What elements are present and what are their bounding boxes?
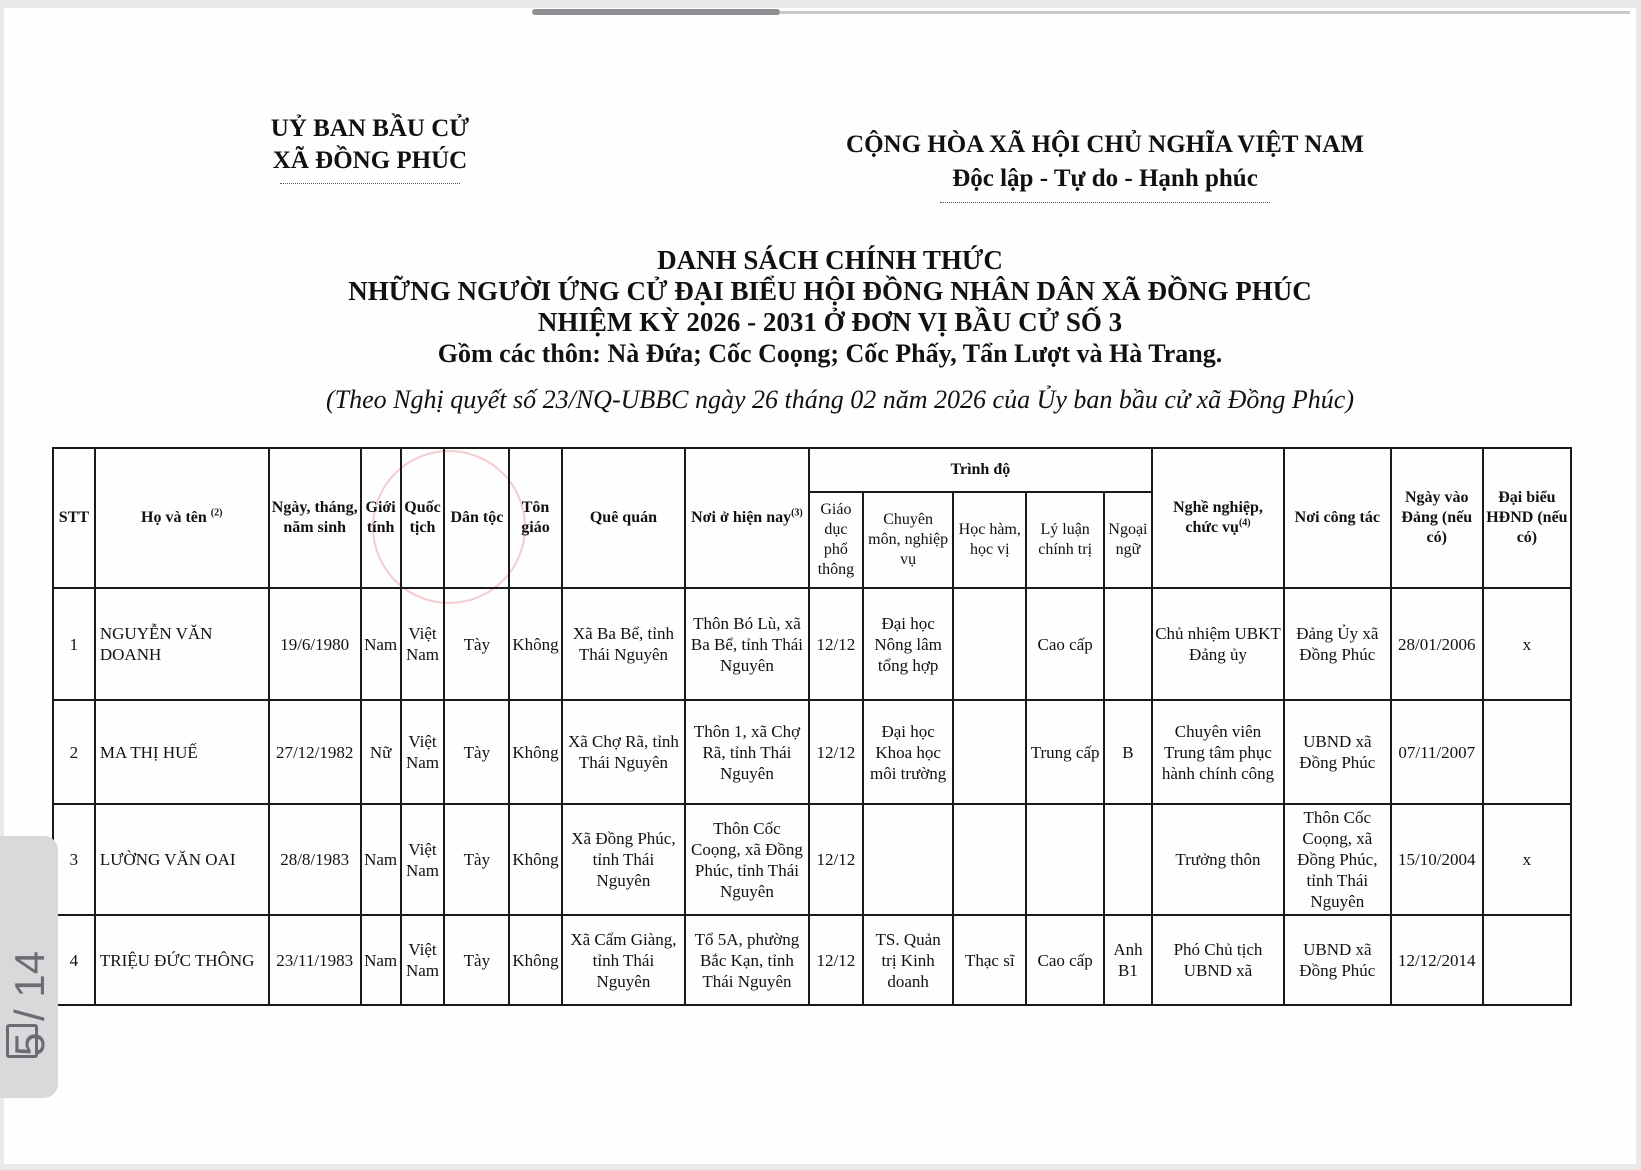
national-title: CỘNG HÒA XÃ HỘI CHỦ NGHĨA VIỆT NAM: [846, 131, 1364, 158]
cell-general-edu: 12/12: [809, 588, 863, 700]
cell-degree: Thạc sĩ: [953, 915, 1026, 1005]
cell-hometown: Xã Chợ Rã, tỉnh Thái Nguyên: [562, 700, 686, 804]
header-residence: [685, 448, 809, 588]
page-indicator[interactable]: [0, 836, 58, 1098]
header-party-date: Ngày vào Đảng (nếu có): [1391, 448, 1483, 588]
cell-nationality: Việt Nam: [401, 804, 445, 915]
header-general-edu: Giáo dục phổ thông: [809, 492, 863, 588]
cell-politics: Cao cấp: [1026, 588, 1103, 700]
cell-degree: [953, 804, 1026, 915]
page-top-edge: [780, 11, 1630, 14]
header-degree: Học hàm, học vị: [953, 492, 1026, 588]
cell-ethnicity: Tày: [444, 588, 509, 700]
cell-language: [1104, 804, 1152, 915]
cell-specialty: Đại học Khoa học môi trường: [863, 700, 953, 804]
cell-ethnicity: Tày: [444, 804, 509, 915]
cell-specialty: [863, 804, 953, 915]
cell-hometown: Xã Ba Bể, tỉnh Thái Nguyên: [562, 588, 686, 700]
national-motto: Độc lập - Tự do - Hạnh phúc: [952, 165, 1258, 192]
header-ethnicity: Dân tộc: [444, 448, 509, 588]
header-education-group: Trình độ: [809, 448, 1152, 492]
cell-degree: [953, 588, 1026, 700]
page-indicator-text: 5 / 14: [6, 950, 53, 1056]
cell-politics: [1026, 804, 1103, 915]
cell-gender: Nam: [361, 588, 401, 700]
header-specialty: Chuyên môn, nghiệp vụ: [863, 492, 953, 588]
table-row: [53, 804, 1571, 915]
cell-ethnicity: Tày: [444, 915, 509, 1005]
header-religion: Tôn giáo: [509, 448, 561, 588]
cell-language: Anh B1: [1104, 915, 1152, 1005]
cell-residence: Tổ 5A, phường Bắc Kạn, tỉnh Thái Nguyên: [685, 915, 809, 1005]
header-language: Ngoại ngữ: [1104, 492, 1152, 588]
cell-dob: 27/12/1982: [269, 700, 361, 804]
cell-residence: Thôn Cốc Coọng, xã Đồng Phúc, tỉnh Thái Nguyên: [685, 804, 809, 915]
cell-general-edu: 12/12: [809, 700, 863, 804]
header-dob: Ngày, tháng, năm sinh: [269, 448, 361, 588]
motto-underline: [940, 202, 1270, 203]
table-header-row: [53, 448, 1571, 492]
cell-party-date: 15/10/2004: [1391, 804, 1483, 915]
cell-occupation: Chủ nhiệm UBKT Đảng ủy: [1152, 588, 1284, 700]
header-stt: STT: [53, 448, 95, 588]
cell-language: [1104, 588, 1152, 700]
table-row: [53, 915, 1571, 1005]
candidate-table: [52, 447, 1572, 1006]
document-title: [300, 245, 1360, 369]
header-gender: Giới tính: [361, 448, 401, 588]
cell-gender: Nam: [361, 804, 401, 915]
cell-name: MA THỊ HUẾ: [95, 700, 269, 804]
cell-occupation: Chuyên viên Trung tâm phục hành chính công: [1152, 700, 1284, 804]
header-occupation-sup: (4): [1238, 517, 1251, 529]
cell-party-date: 28/01/2006: [1391, 588, 1483, 700]
cell-workplace: UBND xã Đồng Phúc: [1284, 700, 1391, 804]
cell-religion: Không: [509, 915, 561, 1005]
cell-general-edu: 12/12: [809, 915, 863, 1005]
cell-general-edu: 12/12: [809, 804, 863, 915]
title-line-2: NHỮNG NGƯỜI ỨNG CỬ ĐẠI BIỂU HỘI ĐỒNG NHÂN DÂN XÃ ĐỒNG PHÚC: [348, 276, 1312, 306]
cell-workplace: Đảng Ủy xã Đồng Phúc: [1284, 588, 1391, 700]
cell-name: NGUYỄN VĂN DOANH: [95, 588, 269, 700]
cell-residence: Thôn 1, xã Chợ Rã, tỉnh Thái Nguyên: [685, 700, 809, 804]
header-residence-sup: (3): [791, 507, 803, 519]
header-occupation: [1152, 448, 1284, 588]
cell-stt: 1: [53, 588, 95, 700]
cell-religion: Không: [509, 804, 561, 915]
cell-nationality: Việt Nam: [401, 915, 445, 1005]
cell-occupation: Trưởng thôn: [1152, 804, 1284, 915]
cell-stt: 2: [53, 700, 95, 804]
cell-name: LƯỜNG VĂN OAI: [95, 804, 269, 915]
cell-dob: 19/6/1980: [269, 588, 361, 700]
issuer-header: [220, 113, 520, 184]
header-politics: Lý luận chính trị: [1026, 492, 1103, 588]
title-line-4: Gồm các thôn: Nà Đứa; Cốc Coọng; Cốc Phấy, Tẩn Lượt và Hà Trang.: [437, 339, 1223, 368]
national-header: [835, 128, 1375, 203]
cell-workplace: UBND xã Đồng Phúc: [1284, 915, 1391, 1005]
header-delegate: Đại biểu HĐND (nếu có): [1483, 448, 1571, 588]
title-line-1: DANH SÁCH CHÍNH THỨC: [657, 245, 1003, 275]
header-nationality: Quốc tịch: [401, 448, 445, 588]
cell-religion: Không: [509, 588, 561, 700]
title-line-3: NHIỆM KỲ 2026 - 2031 Ở ĐƠN VỊ BẦU CỬ SỐ 3: [537, 307, 1123, 337]
cell-stt: 4: [53, 915, 95, 1005]
table-row: [53, 588, 1571, 700]
header-residence-text: Nơi ở hiện nay: [691, 509, 792, 526]
issuer-line-2: XÃ ĐỒNG PHÚC: [272, 147, 468, 174]
cell-hometown: Xã Đồng Phúc, tỉnh Thái Nguyên: [562, 804, 686, 915]
cell-religion: Không: [509, 700, 561, 804]
cell-degree: [953, 700, 1026, 804]
cell-delegate: [1483, 915, 1571, 1005]
issuer-underline: [280, 183, 460, 184]
header-name-text: Họ và tên: [141, 509, 207, 526]
cell-gender: Nữ: [361, 700, 401, 804]
horizontal-scrollbar[interactable]: [532, 9, 780, 15]
cell-language: B: [1104, 700, 1152, 804]
cell-gender: Nam: [361, 915, 401, 1005]
cell-politics: Trung cấp: [1026, 700, 1103, 804]
issuer-line-1: UỶ BAN BẦU CỬ: [270, 115, 470, 142]
header-name-sup: (2): [210, 507, 223, 519]
cell-workplace: Thôn Cốc Coọng, xã Đồng Phúc, tỉnh Thái Nguyên: [1284, 804, 1391, 915]
cell-dob: 28/8/1983: [269, 804, 361, 915]
page-icon: [6, 1024, 38, 1058]
header-name: [95, 448, 269, 588]
header-hometown: Quê quán: [562, 448, 686, 588]
cell-residence: Thôn Bó Lù, xã Ba Bể, tỉnh Thái Nguyên: [685, 588, 809, 700]
cell-delegate: x: [1483, 588, 1571, 700]
cell-specialty: Đại học Nông lâm tổng hợp: [863, 588, 953, 700]
cell-occupation: Phó Chủ tịch UBND xã: [1152, 915, 1284, 1005]
cell-delegate: x: [1483, 804, 1571, 915]
table-row: [53, 700, 1571, 804]
cell-specialty: TS. Quản trị Kinh doanh: [863, 915, 953, 1005]
cell-stt: 3: [53, 804, 95, 915]
decision-note: (Theo Nghị quyết số 23/NQ-UBBC ngày 26 tháng 02 năm 2026 của Ủy ban bầu cử xã Đồng Phúc): [325, 385, 1355, 414]
cell-name: TRIỆU ĐỨC THÔNG: [95, 915, 269, 1005]
cell-party-date: 07/11/2007: [1391, 700, 1483, 804]
cell-party-date: 12/12/2014: [1391, 915, 1483, 1005]
cell-delegate: [1483, 700, 1571, 804]
cell-nationality: Việt Nam: [401, 588, 445, 700]
cell-ethnicity: Tày: [444, 700, 509, 804]
header-occupation-text: Nghề nghiệp, chức vụ: [1173, 499, 1263, 536]
cell-politics: Cao cấp: [1026, 915, 1103, 1005]
cell-dob: 23/11/1983: [269, 915, 361, 1005]
header-workplace: Nơi công tác: [1284, 448, 1391, 588]
cell-nationality: Việt Nam: [401, 700, 445, 804]
cell-hometown: Xã Cẩm Giàng, tỉnh Thái Nguyên: [562, 915, 686, 1005]
